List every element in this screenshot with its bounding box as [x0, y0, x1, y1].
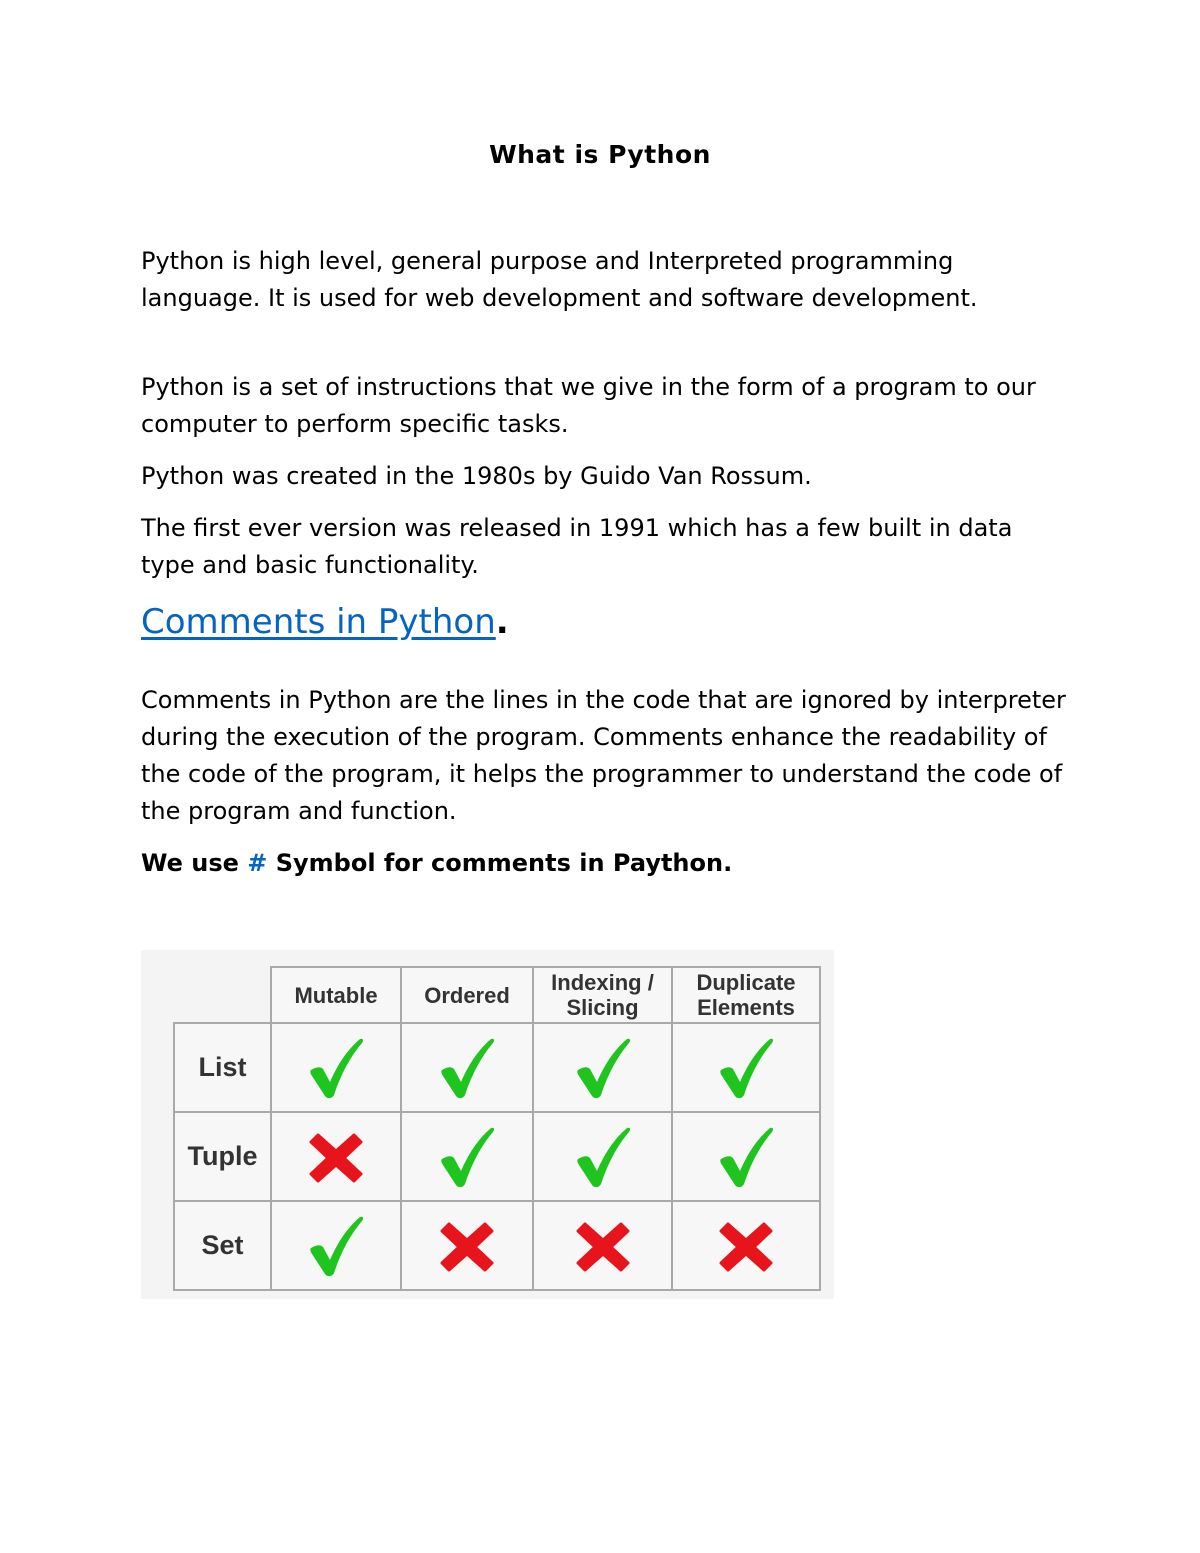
check-icon — [716, 1036, 776, 1100]
row-header: Set — [174, 1201, 271, 1290]
table-body — [174, 1023, 820, 1290]
history-paragraph: Python was created in the 1980s by Guido Van Rossum. — [141, 462, 812, 490]
page-title: What is Python — [489, 140, 711, 169]
table-cell — [672, 1023, 820, 1112]
table-cell — [401, 1112, 533, 1201]
table-cell — [401, 1023, 533, 1112]
symbol-line-after: Symbol for comments in Paython. — [267, 849, 733, 877]
comparison-table — [173, 966, 821, 1291]
check-icon — [716, 1125, 776, 1189]
cross-icon — [437, 1214, 497, 1278]
cross-icon — [573, 1214, 633, 1278]
column-header: Indexing / Slicing — [533, 967, 672, 1023]
column-header: Mutable — [271, 967, 401, 1023]
table-cell — [533, 1112, 672, 1201]
column-header: Duplicate Elements — [672, 967, 820, 1023]
instructions-paragraph: Python is a set of instructions that we give in the form of a program to our computer to perform specific tasks. — [141, 373, 1036, 438]
comments-heading-link[interactable]: Comments in Python — [141, 602, 496, 642]
table-cell — [672, 1201, 820, 1290]
comparison-table-image — [141, 950, 834, 1299]
check-icon — [573, 1125, 633, 1189]
table-cell — [401, 1201, 533, 1290]
check-icon — [437, 1125, 497, 1189]
comments-heading-suffix: . — [495, 602, 509, 642]
hash-symbol: # — [247, 849, 268, 877]
check-icon — [306, 1214, 366, 1278]
table-corner — [174, 967, 271, 1023]
row-header: List — [174, 1023, 271, 1112]
table-cell — [271, 1201, 401, 1290]
table-cell — [672, 1112, 820, 1201]
row-header: Tuple — [174, 1112, 271, 1201]
check-icon — [573, 1036, 633, 1100]
table-cell — [271, 1112, 401, 1201]
intro-paragraph: Python is high level, general purpose and Interpreted programming language. It is used for web development and software development. — [141, 247, 978, 312]
symbol-line — [141, 845, 1071, 882]
table-row — [174, 1201, 820, 1290]
table-row — [174, 1112, 820, 1201]
check-icon — [437, 1036, 497, 1100]
table-row — [174, 1023, 820, 1112]
comments-paragraph: Comments in Python are the lines in the code that are ignored by interpreter during the execution of the program. Comments enhance the readability of the code of the program, it helps the programmer to understand the code of the program and function. — [141, 686, 1066, 825]
table-cell — [533, 1201, 672, 1290]
table-cell — [533, 1023, 672, 1112]
cross-icon — [716, 1214, 776, 1278]
first-version-paragraph: The first ever version was released in 1991 which has a few built in data type and basic functionality. — [141, 514, 1013, 579]
comments-heading — [141, 599, 509, 645]
cross-icon — [306, 1125, 366, 1189]
column-header: Ordered — [401, 967, 533, 1023]
check-icon — [306, 1036, 366, 1100]
symbol-line-before: We use — [141, 849, 248, 877]
table-header-row — [174, 967, 820, 1023]
table-cell — [271, 1023, 401, 1112]
